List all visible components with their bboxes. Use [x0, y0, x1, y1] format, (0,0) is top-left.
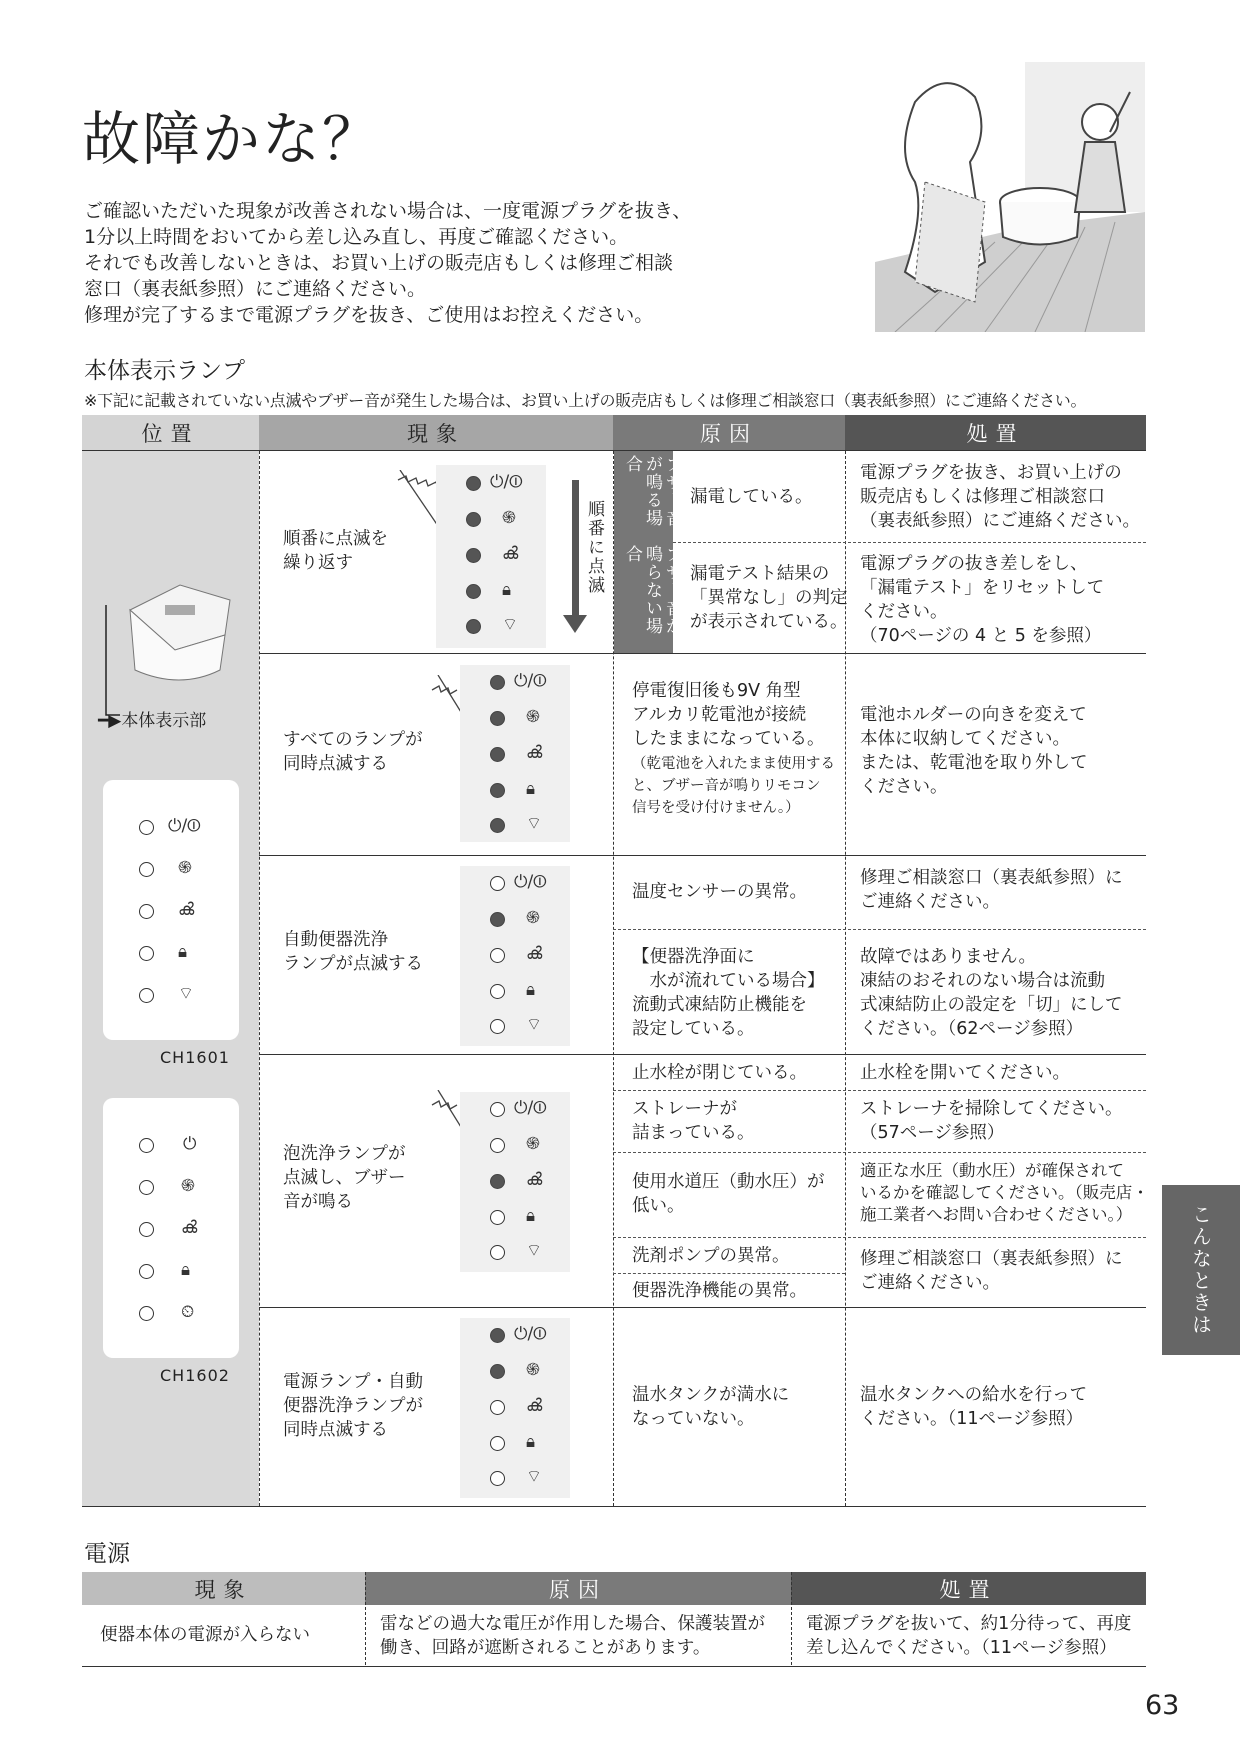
lamp-wash	[466, 512, 481, 527]
power-remedy: 電源プラグを抜いて、約1分待って、再度 差し込んでください。（11ページ参照）	[806, 1614, 1132, 1658]
power-col-header-remedy: 処置	[791, 1572, 1146, 1605]
power-icon: ⏻	[183, 1134, 197, 1154]
col-header-cause: 原因	[613, 415, 845, 450]
power-cause: 雷などの過大な電圧が作用した場合、保護装置が 働き、回路が遮断されることがあります。	[380, 1614, 765, 1658]
intro-line: それでも改善しないときは、お買い上げの販売店もしくは修理ご相談	[84, 252, 674, 274]
power-col-header-phenomenon: 現象	[82, 1572, 365, 1605]
power-col-header-cause: 原因	[365, 1572, 791, 1605]
swirl-icon: ֍	[178, 858, 192, 878]
row3-remedy2: 故障ではありません。 凍結のおそれのない場合は流動 式凍結防止の設定を「切」にして ください。（62ページ参照）	[860, 947, 1123, 1039]
lamp-panel-row4	[460, 1092, 570, 1272]
row1-cause2: 漏電テスト結果の 「異常なし」の判定 が表示されている。	[690, 564, 848, 632]
lamp-bubble	[466, 548, 481, 563]
section-heading-lamps: 本体表示ランプ	[84, 358, 245, 384]
bubble-icon: ൿ	[181, 1218, 198, 1238]
remote-ch1601	[103, 780, 239, 1040]
row5-cause: 温水タンクが満水に なっていない。	[632, 1385, 790, 1429]
lamp-wifi	[466, 619, 481, 634]
lock-icon: 🔒︎	[181, 1260, 191, 1280]
lamp-power	[466, 476, 481, 491]
buzzer-on-label: ブザー音が鳴る場合	[622, 455, 682, 527]
col-header-position: 位置	[82, 415, 259, 450]
intro-line: 窓口（裏表紙参照）にご連絡ください。	[84, 278, 427, 300]
page-title: 故障かな？	[82, 105, 383, 173]
lamp-panel-row1	[436, 465, 546, 648]
row3-remedy1: 修理ご相談窓口（裏表紙参照）に ご連絡ください。	[860, 868, 1123, 912]
row4-remedy3: 適正な水圧（動水圧）が確保されて いるかを確認してください。（販売店・ 施工業者へお問い合わせください。）	[860, 1161, 1149, 1224]
lamp-panel-row3	[460, 866, 570, 1046]
row4-remedy1: 止水栓を開いてください。	[860, 1063, 1070, 1083]
row4-cause5: 便器洗浄機能の異常。	[632, 1281, 807, 1301]
intro-line: 1分以上時間をおいてから差し込み直し、再度ご確認ください。	[84, 226, 629, 248]
section-heading-power: 電源	[84, 1541, 130, 1567]
swirl-icon: ֍	[181, 1176, 195, 1196]
down-arrow-icon	[572, 480, 579, 620]
row2-remedy: 電池ホルダーの向きを変えて 本体に収納してください。 または、乾電池を取り外して ください。	[860, 705, 1088, 797]
row1-remedy2: 電源プラグの抜き差しをし、 「漏電テスト」をリセットして ください。 （70ページの 4 と 5 を参照）	[860, 554, 1105, 646]
row1-cause1: 漏電している。	[690, 487, 813, 507]
power-icon: ⏻/⏼	[168, 816, 201, 836]
bubble-icon: ൿ	[178, 900, 195, 920]
timer-icon: ⏲	[181, 1302, 195, 1322]
power-phenomenon: 便器本体の電源が入らない	[100, 1625, 310, 1645]
row4-cause4: 洗剤ポンプの異常。	[632, 1246, 790, 1266]
intro-line: 修理が完了するまで電源プラグを抜き、ご使用はお控えください。	[84, 304, 654, 326]
side-tab[interactable]: こんなときは	[1162, 1185, 1240, 1355]
row1-remedy1: 電源プラグを抜き、お買い上げの 販売店もしくは修理ご相談窓口 （裏表紙参照）にご連絡ください。	[860, 463, 1140, 531]
row3-cause1: 温度センサーの異常。	[632, 882, 807, 902]
row3-phenomenon: 自動便器洗浄 ランプが点滅する	[283, 930, 423, 974]
model-ch1601: CH1601	[160, 1048, 230, 1067]
lamp-panel-row2	[460, 665, 570, 842]
row5-remedy: 温水タンクへの給水を行って ください。（11ページ参照）	[860, 1385, 1088, 1429]
row4-cause2: ストレーナが 詰まっている。	[632, 1099, 755, 1143]
arrow-right-icon: ━▶	[98, 711, 122, 731]
section-note: ※下記に記載されていない点滅やブザー音が発生した場合は、お買い上げの販売店もしくは修理ご相談窓口（裏表紙参照）にご連絡ください。	[84, 391, 1087, 410]
row4-remedy2: ストレーナを掃除してください。 （57ページ参照）	[860, 1099, 1123, 1143]
illustration-girls-toilet	[875, 62, 1145, 332]
lock-icon: 🔒︎	[178, 942, 188, 962]
row5-phenomenon: 電源ランプ・自動 便器洗浄ランプが 同時点滅する	[283, 1372, 423, 1440]
row3-cause2: 【便器洗浄面に 水が流れている場合】 流動式凍結防止機能を 設定している。	[632, 947, 825, 1039]
intro-line: ご確認いただいた現象が改善されない場合は、一度電源プラグを抜き、	[84, 200, 692, 222]
page-number: 63	[1145, 1690, 1180, 1721]
row4-phenomenon: 泡洗浄ランプが 点滅し、ブザー 音が鳴る	[283, 1144, 406, 1212]
row2-phenomenon: すべてのランプが 同時点滅する	[283, 730, 423, 774]
body-display-label: ━▶本体表示部	[98, 711, 207, 731]
lamp-panel-row5	[460, 1318, 570, 1498]
row4-cause3: 使用水道圧（動水圧）が 低い。	[632, 1172, 825, 1216]
wifi-icon: ⌔	[178, 984, 194, 1004]
col-header-phenomenon: 現象	[259, 415, 613, 450]
lamp-lock	[466, 584, 481, 599]
row2-cause: 停電復旧後も9V 角型 アルカリ乾電池が接続 したままになっている。 （乾電池を入れたまま使用する と、ブザー音が鳴りリモコン 信号を受け付けません。）	[632, 681, 835, 816]
row1-phenomenon: 順番に点滅を 繰り返す	[283, 529, 388, 573]
intro-text	[84, 198, 784, 328]
col-header-remedy: 処置	[845, 415, 1146, 450]
buzzer-off-label: ブザー音が鳴らない場合	[622, 545, 682, 635]
model-ch1602: CH1602	[160, 1366, 230, 1385]
remote-ch1602	[103, 1098, 239, 1358]
row4-cause1: 止水栓が閉じている。	[632, 1063, 807, 1083]
toilet-body-illustration	[100, 575, 250, 725]
sequence-label: 順番に点滅	[584, 500, 604, 595]
row4-remedy4: 修理ご相談窓口（裏表紙参照）に ご連絡ください。	[860, 1249, 1123, 1293]
